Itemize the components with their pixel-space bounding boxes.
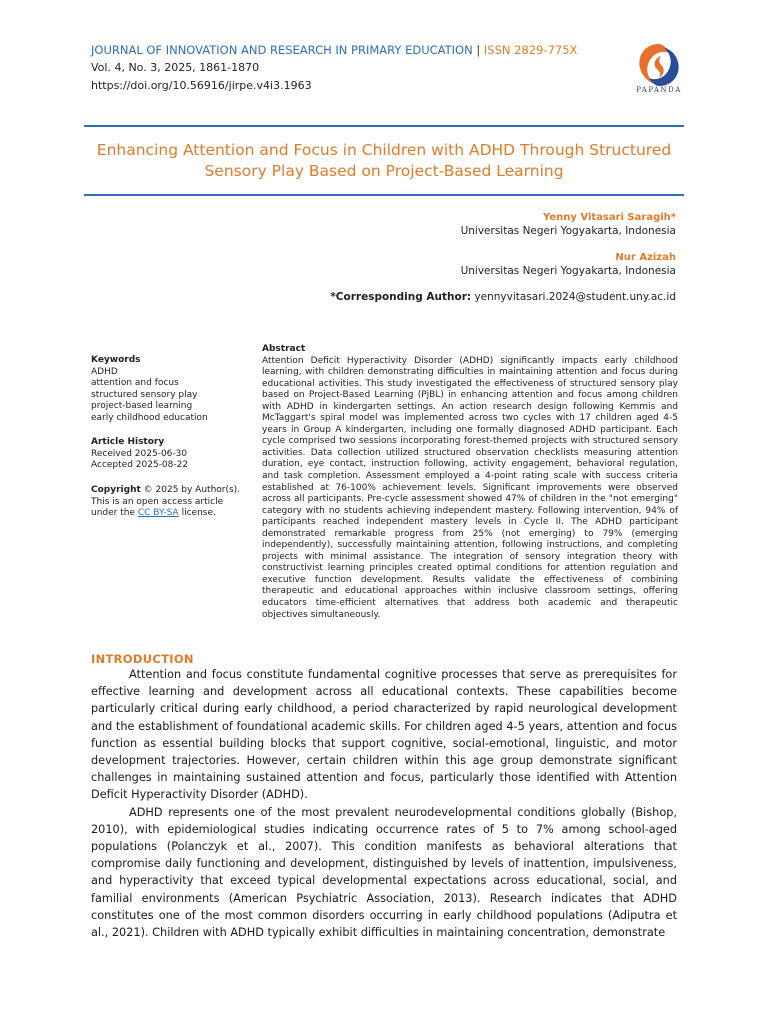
author-affiliation: Universitas Negeri Yogyakarta, Indonesia [460, 265, 676, 277]
keyword-item: ADHD [91, 366, 118, 377]
introduction-heading: INTRODUCTION [91, 652, 194, 666]
doi-link[interactable]: https://doi.org/10.56916/jirpe.v4i3.1963 [91, 79, 312, 92]
keyword-item: structured sensory play [91, 389, 198, 400]
paper-title: Enhancing Attention and Focus in Children with ADHD Through Structured Sensory Play Based on Project-Based Learning [96, 141, 672, 180]
article-history-heading: Article History [91, 437, 165, 447]
author-name: Nur Azizah [615, 252, 676, 263]
introduction-body [91, 666, 677, 941]
keyword-item: attention and focus [91, 378, 179, 389]
header-rule [84, 125, 684, 127]
copyright-text-end: license. [181, 508, 216, 519]
copyright-block [91, 485, 249, 520]
body-paragraph: Attention and focus constitute fundamental cognitive processes that serve as prerequisites for effective learning and development across all educational contexts. These capabilities become particularly critical during early childhood, a period characterized by rapid neurological development and the establishment of foundational academic skills. For children aged 4-5 years, attention and focus function as essential building blocks that support cognitive, social-emotional, linguistic, and motor development trajectories. However, certain children within this age group demonstrate significant challenges in maintaining sustained attention and focus, particularly those identified with Attention Deficit Hyperactivity Disorder (ADHD). [91, 668, 677, 802]
header-separator: | [476, 43, 481, 57]
author-affiliation: Universitas Negeri Yogyakarta, Indonesia [460, 225, 676, 237]
license-link[interactable]: CC BY-SA [137, 508, 179, 519]
abstract-heading: Abstract [262, 344, 306, 354]
keywords-heading: Keywords [91, 355, 141, 365]
logo-text: PAPANDA [636, 86, 682, 94]
keywords-block [91, 355, 249, 425]
volume-info: Vol. 4, No. 3, 2025, 1861-1870 [91, 61, 260, 74]
article-history-block [91, 437, 249, 472]
received-date: Received 2025-06-30 [91, 448, 188, 459]
abstract-text: Attention Deficit Hyperactivity Disorder (ADHD) significantly impacts early childhood learning, with children demonstrating difficulties in maintaining attention and focus during educational activities. This study investigated the effectiveness of structured sensory play based on Project-Based Learning (PjBL) in enhancing attention and focus among children with ADHD in kindergarten settings. An action research design following Kemmis and McTaggart's spiral model was implemented across two cycles with 17 children aged 4-5 years in Group A kindergarten, including one formally diagnosed ADHD participant. Each cycle comprised two sessions incorporating forest-themed projects with structured sensory activities. Data collection utilized structured observation checklists measuring attention duration, eye contact, instruction following, activity engagement, behavioral regulation, and task completion. Assessment employed a 4-point rating scale with success criteria established at 76-100% achievement levels. Significant improvements were observed across all participants. Pre-cycle assessment showed 47% of children in the "not emerging" category with no students achieving independent mastery. Following intervention, 94% of participants reached independent mastery levels in Cycle II. The ADHD participant demonstrated remarkable progress from 25% (not emerging) to 79% (emerging independently), successfully maintaining attention, following instructions, and completing projects with minimal assistance. The integration of sensory integration theory with constructivist learning principles created optimal conditions for attention regulation and executive function development. Results validate the effectiveness of combining therapeutic and educational approaches within inclusive classroom settings, offering educators time-efficient alternatives that address both academic and therapeutic objectives simultaneously. [262, 355, 678, 620]
accepted-date: Accepted 2025-08-22 [91, 460, 189, 471]
corresponding-label: *Corresponding Author: [330, 291, 472, 303]
body-paragraph: ADHD represents one of the most prevalent neurodevelopmental conditions globally (Bishop, 2010), with epidemiological studies indicating occurrence rates of 5 to 7% among school-aged populations (Polanczyk et al., 2007). This condition manifests as behavioral alterations that compromise daily functioning and development, distinguished by levels of inattention, impulsiveness, and hyperactivity that exceed typical developmental expectations across educational, social, and familial environments (American Psychiatric Association, 2013). Research indicates that ADHD constitutes one of the most common disorders occurring in early childhood populations (Adiputra et al., 2021). Children with ADHD typically exhibit difficulties in maintaining concentration, demonstrate [91, 805, 677, 940]
keyword-item: early childhood education [91, 412, 208, 423]
corresponding-author [330, 291, 676, 303]
journal-name: JOURNAL OF INNOVATION AND RESEARCH IN PRIMARY EDUCATION [91, 43, 473, 57]
abstract-block [262, 344, 678, 621]
keyword-item: project-based learning [91, 401, 193, 412]
corresponding-email[interactable]: yennyvitasari.2024@student.uny.ac.id [474, 291, 676, 303]
copyright-label: Copyright [91, 485, 141, 495]
author-name: Yenny Vitasari Saragih* [543, 212, 676, 223]
journal-header [91, 43, 577, 57]
issn: ISSN 2829-775X [483, 43, 578, 57]
title-rule [84, 194, 684, 196]
copyright-text: © 2025 by Author(s). This is an open access article under the [91, 485, 241, 519]
